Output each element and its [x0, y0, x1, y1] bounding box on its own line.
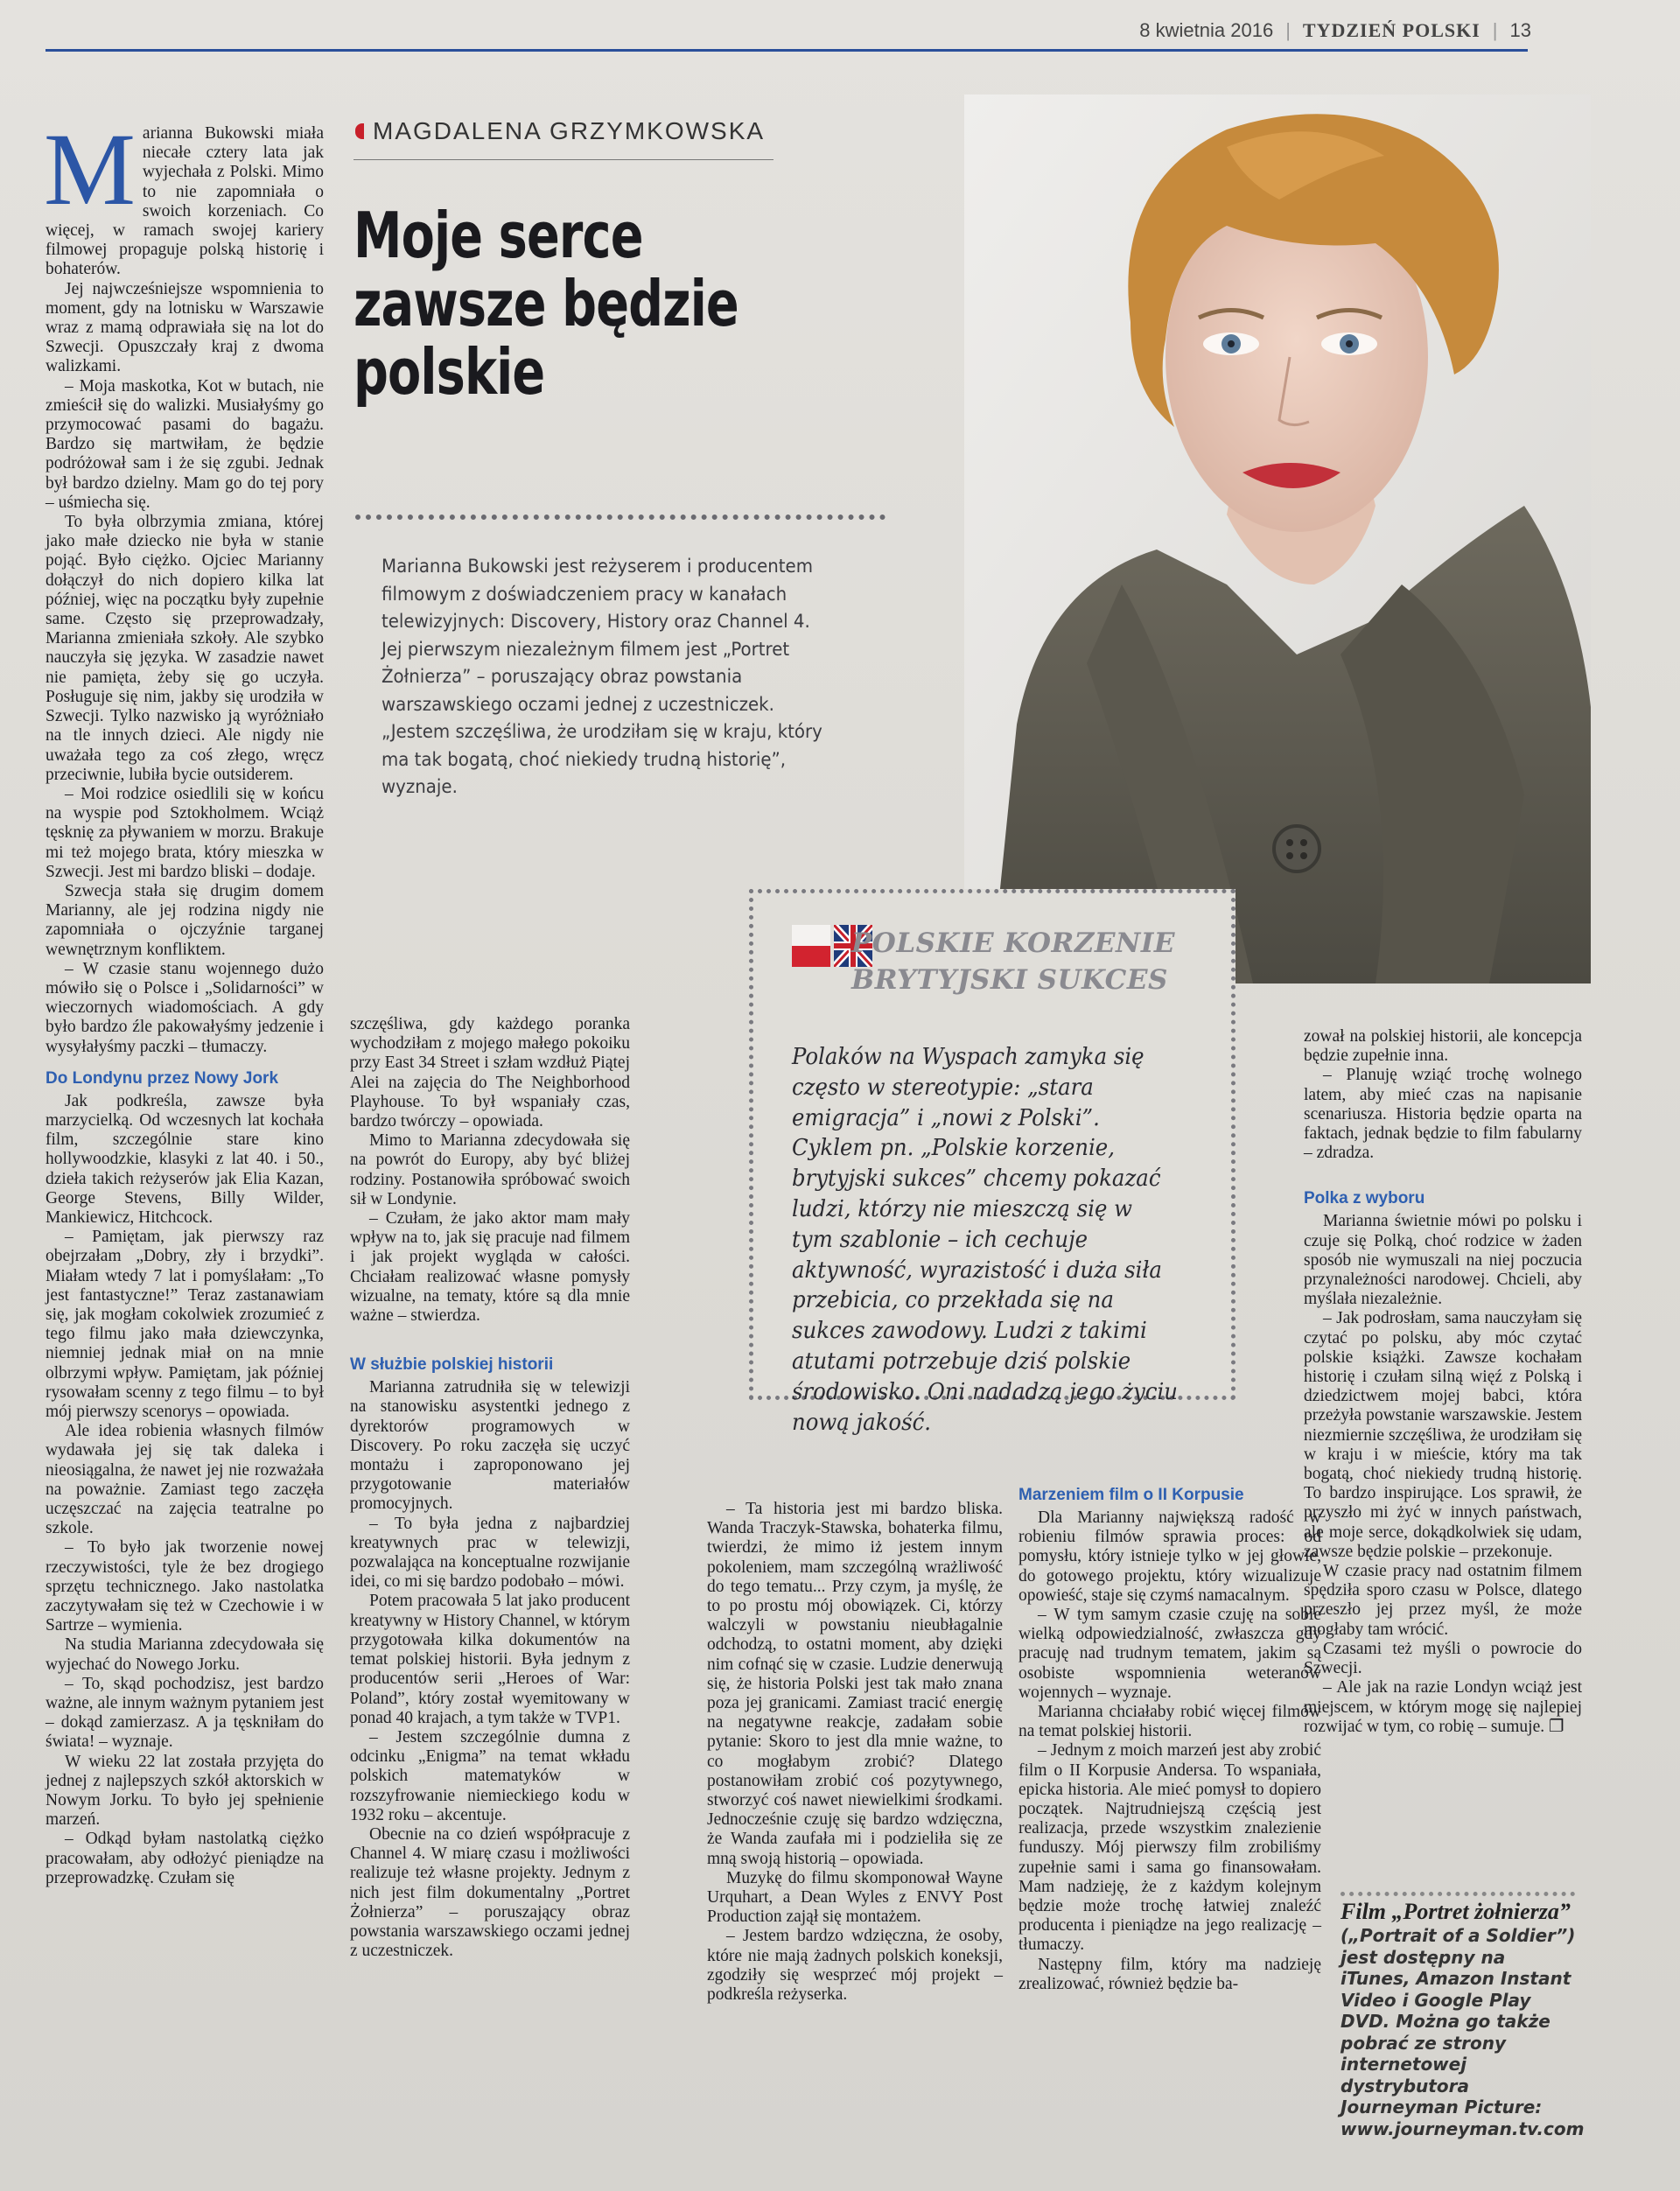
paragraph: – To, skąd pochodzisz, jest bardzo ważne, ale innym ważnym pytaniem jest – dokąd zamierzasz. A ja tęskniłam do świata! – wyznaje.: [46, 1674, 324, 1752]
paragraph: – To było jak tworzenie nowej rzeczywistości, tyle że bez drogiego sprzętu technicznego. Jako nastolatka zaczytywałam się też w Czechowie i w Sartrze – wymienia.: [46, 1538, 324, 1635]
portrait-photo: [964, 94, 1591, 984]
paragraph: – Jestem bardzo wdzięczna, że osoby, które nie mają żadnych polskich koneksji, zgodziły się wesprzeć mój projekt – podkreśla reżyserka.: [707, 1927, 1003, 2005]
paragraph: Ale idea robienia własnych filmów wydawała jej się tak daleka i nieosiągalna, że nawet jej nie rozważała na poważnie. Zamiast tego zaczęła uczęszczać na zajęcia teatralne po szkole.: [46, 1422, 324, 1538]
paragraph: – Jak podrosłam, sama nauczyłam się czytać po polsku, aby móc czytać polskie książki. Zawsze kochałam historię i czułam silną więź z Polską i dziedzictwem mojej babci, która przeżyła powstanie warszawskie. Jestem niezmiernie szczęśliwa, że urodziłam się w kraju i w mieście, który ma tak bogatą, choć niekiedy trudną historię. To bardzo inspirujące. Los sprawił, że przyszło mi żyć w innych państwach, ale moje serce, dokądkolwiek się udam, zawsze będzie polskie – przekonuje.: [1304, 1309, 1582, 1561]
byline-mark-icon: [355, 123, 364, 139]
paragraph: Na studia Marianna zdecydowała się wyjechać do Nowego Jorku.: [46, 1635, 324, 1674]
paragraph: Dla Marianny największą radość w robieniu filmów sprawia proces: od pomysłu, który istnieje tylko w jej głowie, do gotowego projektu, który wizualizuje opowieść, staje się czymś namacalnym.: [1018, 1508, 1321, 1605]
paragraph: – Ta historia jest mi bardzo bliska. Wanda Traczyk-Stawska, bohaterka filmu, twierdzi, że mimo iż jestem innym pokoleniem, mam szczególną wrażliwość do tego tematu... Przy czym, ja myślę, że to po prostu mój obowiązek. Ci, którzy walczyli w powstaniu nieubłagalnie odchodzą, to ostatni moment, aby dzięki nim cofnąć się w czasie. Ludzie denerwują się, że historia Polski jest tak mało znana poza jej granicami. Zamiast tracić energię na negatywne reakcje, zadałam sobie pytanie: Skoro to jest dla mnie ważne, to co mogłabym zrobić? Dlatego postanowiłam zrobić coś pozytywnego, stworzyć coś nawet niewielkimi środkami. Jednocześnie czuję się bardzo wdzięczna, że Wanda zaufała mi i podzieliła się ze mną swoją historią – opowiada.: [707, 1500, 1003, 1868]
paragraph: To była olbrzymia zmiana, której jako małe dziecko nie była w stanie pojąć. Było ciężko. Ojciec Marianny dołączył do nich dopiero kilka lat później, więc na początku były zupełnie same. Często się przeprowadzały, Marianna zmieniała szkoły. Ale szybko nauczyła się języka. W zasadzie nawet nie pamięta, żeby się go uczyła. Posługuje się nim, jakby się urodziła w Szwecji. Tylko nazwisko ją wyróżniało na tle innych dzieci. Ale nigdy nie uważała tego za coś złego, wręcz przeciwnie, lubiła bycie outsiderem.: [46, 513, 324, 784]
paragraph: – W czasie stanu wojennego dużo mówiło się o Polsce i „Solidarności” w wieczornych wiadomościach. A gdy było bardzo źle pakowałyśmy jedzenie i wysyłałyśmy paczki – tłumaczy.: [46, 959, 324, 1056]
drop-cap: M: [44, 112, 136, 227]
paragraph: – Jestem szczególnie dumna z odcinku „Enigma” na temat wkładu polskich matematyków w rozszyfrowanie niemieckiego kodu w 1932 roku – akcentuje.: [350, 1727, 630, 1824]
paragraph: Obecnie na co dzień współpracuje z Channel 4. W miarę czasu i możliwości realizuje też własne projekty. Jednym z nich jest film dokumentalny „Portret Żołnierza” – poruszający obraz powstania warszawskiego oczami jednej z uczestniczek.: [350, 1824, 630, 1961]
column-2-text: [350, 1015, 630, 1326]
column-2: [350, 1015, 630, 1961]
paragraph: – Moi rodzice osiedlili się w końcu na wyspie pod Sztokholmem. Wciąż tęsknię za pływaniem w morzu. Brakuje mi też mojego brata, który mieszka w Szwecji. Jest mi bardzo bliski – dodaje.: [46, 784, 324, 881]
paragraph: Muzykę do filmu skomponował Wayne Urquhart, a Dean Wyles z ENVY Post Production zajął się montażem.: [707, 1868, 1003, 1927]
paragraph: – Odkąd byłam nastolatką ciężko pracowałam, aby odłożyć pieniądze na przeprowadzkę. Czułam się: [46, 1830, 324, 1887]
paragraph: – Moja maskotka, Kot w butach, nie zmieścił się do walizki. Musiałyśmy go przymocować pasami do bagażu. Bardzo się martwiłam, że będzie podróżował sam i że się zgubi. Jednak był bardzo dzielny. Mam go do tej pory – uśmiecha się.: [46, 376, 324, 512]
paragraph: W wieku 22 lat została przyjęta do jednej z najlepszych szkół aktorskich w Nowym Jorku. To było jej spełnienie marzeń.: [46, 1752, 324, 1830]
series-description: Polaków na Wyspach zamyka się często w stereotypie: „stara emigracja” i „nowi z Polski”. Cyklem pn. „Polskie korzenie, brytyjski sukces” chcemy pokazać ludzi, którzy nie mieszczą się w tym szablonie – ich cechuje aktywność, wyrazistość i duża siła przebicia, co przekłada się na sukces zawodowy. Ludzi z takimi atutami potrzebuje dziś polskie środowisko. Oni nadadzą jego życiu nową jakość.: [792, 1043, 1178, 1436]
byline-rule: [354, 159, 774, 160]
page-number: 13: [1509, 19, 1531, 41]
paragraph: – Planuję wziąć trochę wolnego latem, aby mieć czas na napisanie scenariusza. Historia będzie oparta na faktach, jednak będzie to film fabularny – zdradza.: [1304, 1066, 1582, 1163]
header-rule: [46, 49, 1528, 52]
lead-paragraph: Marianna Bukowski jest reżyserem i producentem filmowym z doświadczeniem pracy w kanałach telewizyjnych: Discovery, History oraz Channel 4. Jej pierwszym niezależnym filmem jest „Portret Żołnierza” – poruszający obraz powstania warszawskiego oczami jednej z uczestniczek. „Jestem szczęśliwa, że urodziłam się w kraju, który ma tak bogatą, choć niekiedy trudną historię”, wyznaje.: [382, 556, 822, 798]
paragraph: Mimo to Marianna zdecydowała się na powrót do Europy, aby być bliżej rodziny. Postanowiła spróbować swoich sił w Londynie.: [350, 1131, 630, 1208]
film-box-rule: [1340, 1892, 1575, 1896]
column-2-text-2: [350, 1378, 630, 1961]
paragraph: W czasie pracy nad ostatnim filmem spędziła sporo czasu w Polsce, dlatego przeszło jej przez myśl, że może mogłaby tam wrócić.: [1304, 1562, 1582, 1639]
subhead-london: Do Londynu przez Nowy Jork: [46, 1068, 279, 1088]
paragraph: Jej najwcześniejsze wspomnienia to moment, gdy na lotnisku w Warszawie wraz z mamą odprawiała się na lot do Szwecji. Opuszczały kraj z dwoma walizkami.: [46, 279, 324, 376]
column-5-text-2: [1304, 1212, 1582, 1736]
paragraph: Jak podkreśla, zawsze była marzycielką. Od wczesnych lat kochała film, szczególnie stare kino hollywoodzkie, klasyki z lat 40. i 50., dzieła takich reżyserów jak Elia Kazan, George Stevens, Billy Wilder, Mankiewicz, Hitchcock.: [46, 1091, 324, 1227]
column-3: [707, 1500, 1003, 2005]
author-byline: [355, 117, 765, 145]
subhead-history: W służbie polskiej historii: [350, 1355, 554, 1375]
paragraph: – Czułam, że jako aktor mam mały wpływ na to, jak się pracuje nad filmem i jak projekt wygląda w całości. Chciałam realizować własne pomysły wizualne, na tematy, które są dla mnie ważne – stwierdza.: [350, 1209, 630, 1326]
paragraph: – Jednym z moich marzeń jest aby zrobić film o II Korpusie Andersa. To wspaniała, epicka historia. Ale mieć pomysł to dopiero początek. Najtrudniejszą częścią jest realizacja, przede wszystkim znalezienie funduszy. Mój pierwszy film zrobiliśmy zupełnie sami i sama go finansowałam. Mam nadzieję, że z każdym kolejnym będzie może trochę łatwiej znaleźć producenta i pieniądze na jego realizację – tłumaczy.: [1018, 1741, 1321, 1955]
poland-flag-icon: [792, 925, 830, 967]
column-1-text-2: [46, 1092, 324, 1888]
paragraph: szczęśliwa, gdy każdego poranka wychodziłam z mojego małego pokoiku przy East 34 Street i szłam wzdłuż Piątej Alei na zajęcia do The Neighborhood Playhouse. To był wspaniały czas, bardzo twórczy – opowiada.: [350, 1015, 630, 1131]
paragraph: Marianna chciałaby robić więcej filmów na temat polskiej historii.: [1018, 1703, 1321, 1741]
masthead: 8 kwietnia 2016 | TYDZIEŃ POLSKI | 13: [1139, 19, 1531, 41]
subhead-korpus: Marzeniem film o II Korpusie: [1018, 1486, 1244, 1504]
paragraph: Marianna świetnie mówi po polsku i czuje się Polką, choć rodzice w żaden sposób nie wymuszali na niej poczucia przynależności narodowej. Chcieli, aby myślała niezależnie.: [1304, 1212, 1582, 1309]
series-title: [851, 925, 1175, 998]
paragraph: Szwecja stała się drugim domem Marianny, ale jej rodzina nigdy nie zapomniała o ojczyźnie targanej wewnętrznym konfliktem.: [46, 881, 324, 959]
headline-divider: [355, 514, 886, 520]
paragraph: – W tym samym czasie czuję na sobie wielką odpowiedzialność, zwłaszcza gdy pracuję nad trudnym tematem, jakim są osobiste wspomnienia weteranów wojennych – wyznaje.: [1018, 1606, 1321, 1702]
film-info: [1340, 1899, 1585, 2139]
column-5-text: [1304, 1027, 1582, 1163]
series-title-line2: BRYTYJSKI SUKCES: [851, 964, 1168, 996]
headline: Moje serce zawsze będzie polskie: [354, 199, 738, 409]
paragraph: – Pamiętam, jak pierwszy raz obejrzałam „Dobry, zły i brzydki”. Miałam wtedy 7 lat i pomyślałam: „To jest fantastyczne!” Teraz zastanawiam się, jak mogłam cokolwiek zrozumieć z tego filmu jako mała dziewczynka, niemniej jednak miał on na mnie olbrzymi wpływ. Pamiętam, jak później rysowałam scenny z tego filmu – to był mój pierwszy scenorys – opowiada.: [46, 1228, 324, 1421]
paragraph: – Ale jak na razie Londyn wciąż jest miejscem, w którym mogę się najlepiej rozwijać w tym, co robię – sumuje. ❐: [1304, 1678, 1582, 1736]
author-name: MAGDALENA GRZYMKOWSKA: [373, 117, 766, 144]
column-3-text: [707, 1500, 1003, 2005]
film-title: Film „Portret żołnierza”: [1340, 1899, 1571, 1924]
paragraph: Marianna zatrudniła się w telewizji na stanowisku asystentki jednego z dyrektorów programowych w Discovery. Po roku zaczęła się uczyć montażu i zaproponowano jej przygotowanie materiałów promocyjnych.: [350, 1378, 630, 1514]
paragraph: – To była jedna z najbardziej kreatywnych prac w telewizji, pozwalająca na konceptualne rozwijanie idei, co mi się bardzo podobało – mówi.: [350, 1514, 630, 1592]
film-availability: („Portrait of a Soldier”) jest dostępny na iTunes, Amazon Instant Video i Google Play DVD. Można go także pobrać ze strony internetowej dystrybutora Journeyman Picture: www.journeyman.tv.com: [1340, 1925, 1585, 2139]
paragraph: Czasami też myśli o powrocie do Szwecji.: [1304, 1639, 1582, 1678]
paragraph: arianna Bukowski miała niecałe cztery lata jak wyjechała z Polski. Mimo to nie zapomniała o swoich korzeniach. Co więcej, w ramach swojej kariery filmowej propaguje polską historię i bohaterów.: [46, 124, 324, 279]
column-4: [1018, 1486, 1321, 1994]
subhead-polka: Polka z wyboru: [1304, 1189, 1425, 1208]
publication-name: TYDZIEŃ POLSKI: [1302, 19, 1480, 41]
column-4-text: [1018, 1508, 1321, 1994]
series-info-box: [749, 889, 1236, 1436]
paragraph: Następny film, który ma nadzieję zrealizować, również będzie ba-: [1018, 1955, 1321, 1993]
series-title-line1: POLSKIE KORZENIE: [851, 928, 1175, 959]
paragraph: Potem pracowała 5 lat jako producent kreatywny w History Channel, w którym przygotowała kilka dokumentów na temat polskiej historii. Była jednym z producentów serii „Heroes of War: Poland”, który został wyemitowany w ponad 40 krajach, a tym także w TVP1.: [350, 1592, 630, 1727]
portrait-illustration: [964, 94, 1591, 984]
paragraph: zował na polskiej historii, ale koncepcja będzie zupełnie inna.: [1304, 1027, 1582, 1066]
column-1-text: [44, 112, 324, 1057]
issue-date: 8 kwietnia 2016: [1139, 19, 1274, 41]
column-5: [1304, 1027, 1582, 1737]
column-1: [44, 112, 324, 1888]
